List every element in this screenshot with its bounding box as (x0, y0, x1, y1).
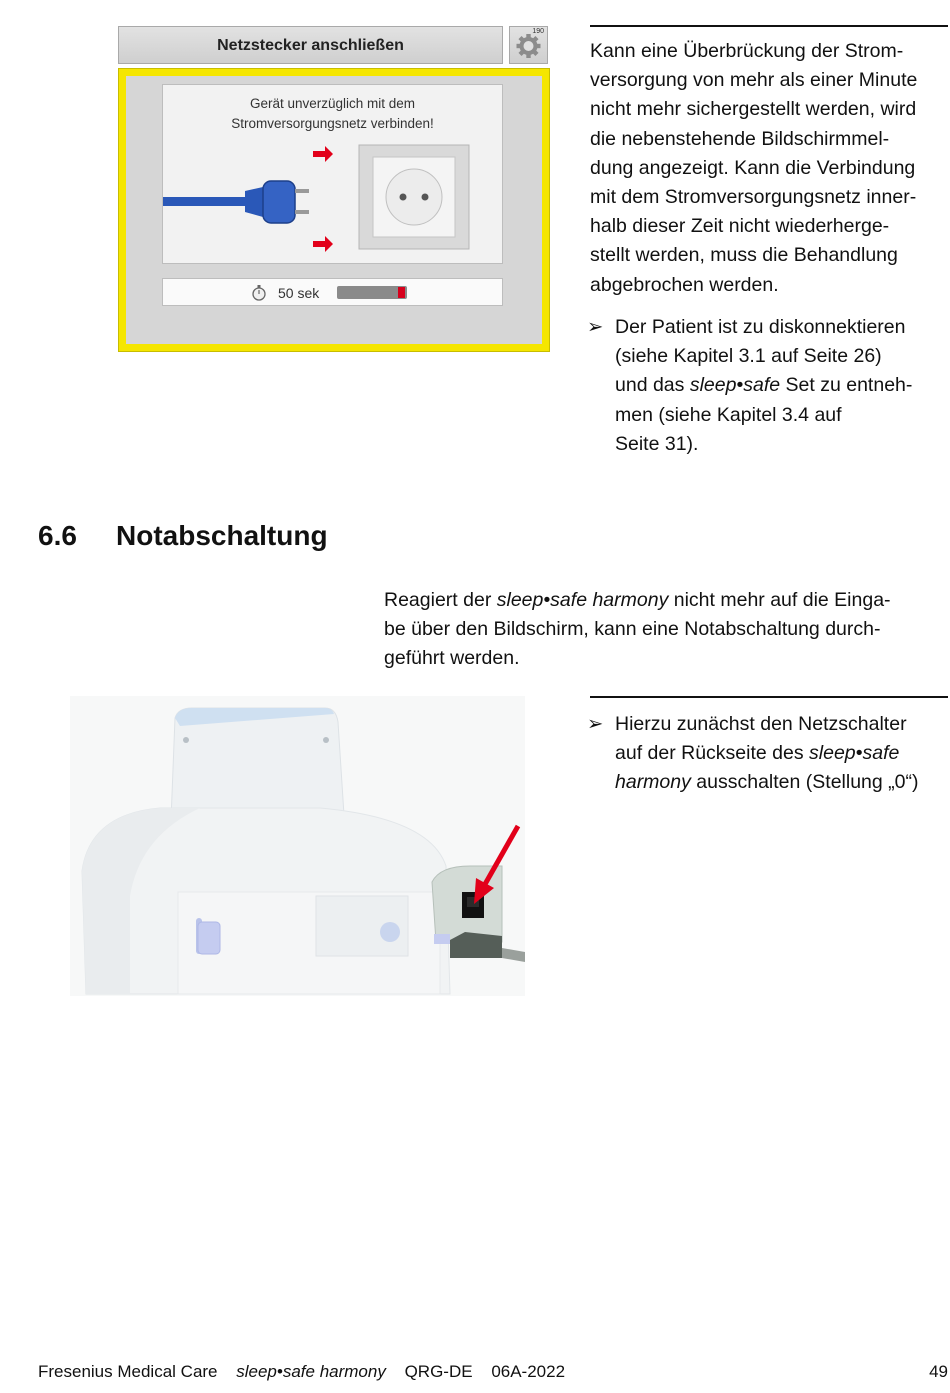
plug-socket-illustration (163, 137, 502, 263)
text-line: harmony ausschalten (Stellung „0“) (615, 771, 919, 794)
device-rear-photo (70, 696, 525, 996)
plug-pin-icon (295, 210, 309, 214)
bullet-disconnect (587, 313, 913, 459)
bullet-arrow-icon: ➢ (587, 713, 604, 735)
product-name: sleep•safe harmony (496, 589, 669, 611)
bullet-power-switch (587, 710, 919, 798)
text-line: stellt werden, muss die Behandlung (590, 244, 898, 267)
text-line: be über den Bildschirm, kann eine Notabschaltung durch- (384, 618, 881, 641)
text-line: mit dem Stromversorgungsnetz inner- (590, 186, 917, 209)
screen-title: Netzstecker anschließen (118, 26, 503, 64)
text-line: geführt werden. (384, 647, 520, 670)
text-line: men (siehe Kapitel 3.4 auf (615, 403, 842, 426)
plug-pin-icon (295, 189, 309, 193)
text-line: dung angezeigt. Kann die Verbindung (590, 156, 916, 179)
text-line: Der Patient ist zu diskonnektieren (615, 316, 906, 338)
plug-icon (263, 181, 295, 223)
section-paragraph (384, 586, 950, 674)
section-title: Notabschaltung (116, 520, 328, 551)
screen-id: 190 (532, 28, 544, 35)
footer-product: sleep•safe harmony (236, 1362, 386, 1381)
product-name: sleep•safe (689, 374, 781, 397)
device-screen-figure (118, 26, 550, 352)
text-line: die nebenstehende Bildschirmmel- (590, 127, 890, 150)
text-line: (siehe Kapitel 3.1 auf Seite 26) (615, 345, 882, 368)
socket-icon (386, 169, 442, 225)
text-line: Hierzu zunächst den Netzschalter (615, 713, 907, 735)
text-line: auf der Rückseite des sleep•safe (615, 742, 900, 765)
arrow-right-icon (313, 236, 333, 252)
alarm-frame (118, 68, 550, 352)
footer-version: 06A-2022 (491, 1362, 566, 1381)
message-panel (162, 84, 503, 264)
socket-hole-icon (422, 194, 429, 201)
alarm-message (163, 94, 502, 134)
text-line: halb dieser Zeit nicht wiederherge- (590, 215, 890, 238)
footer-doc-code: QRG-DE (404, 1362, 473, 1381)
countdown-bar (162, 278, 503, 306)
product-name: sleep•safe (809, 742, 900, 765)
text-line: Kann eine Überbrückung der Strom- (590, 40, 904, 62)
countdown-label: 50 sek (278, 285, 320, 301)
product-name: harmony (615, 771, 691, 794)
text-line: nicht mehr sichergestellt werden, wird (590, 98, 917, 121)
arrow-right-icon (313, 146, 333, 162)
footer-company: Fresenius Medical Care (38, 1362, 218, 1381)
page-number: 49 (929, 1362, 948, 1381)
section-number: 6.6 (38, 520, 77, 551)
countdown-progress (337, 286, 407, 299)
divider-rule (590, 25, 948, 27)
divider-rule (590, 696, 948, 698)
intro-paragraph (590, 37, 950, 300)
alarm-message-line: Gerät unverzüglich mit dem (249, 96, 416, 111)
alarm-message-line: Stromversorgungsnetz verbinden! (231, 116, 434, 131)
cable-icon (163, 197, 245, 206)
plug-grip-icon (245, 187, 263, 217)
text-line: versorgung von mehr als einer Minute (590, 69, 918, 92)
text-line: abgebrochen werden. (590, 273, 779, 296)
page-footer (38, 1362, 912, 1382)
countdown-fill (398, 287, 405, 298)
bullet-arrow-icon: ➢ (587, 316, 604, 338)
socket-hole-icon (400, 194, 407, 201)
section-heading (38, 516, 328, 556)
settings-button (509, 26, 548, 64)
stopwatch-icon (251, 284, 267, 301)
text-line: Reagiert der sleep•safe harmony nicht mehr auf die Einga- (384, 589, 891, 611)
text-line: und das sleep•safe Set zu entneh- (615, 374, 913, 397)
text-line: Seite 31). (615, 432, 699, 455)
